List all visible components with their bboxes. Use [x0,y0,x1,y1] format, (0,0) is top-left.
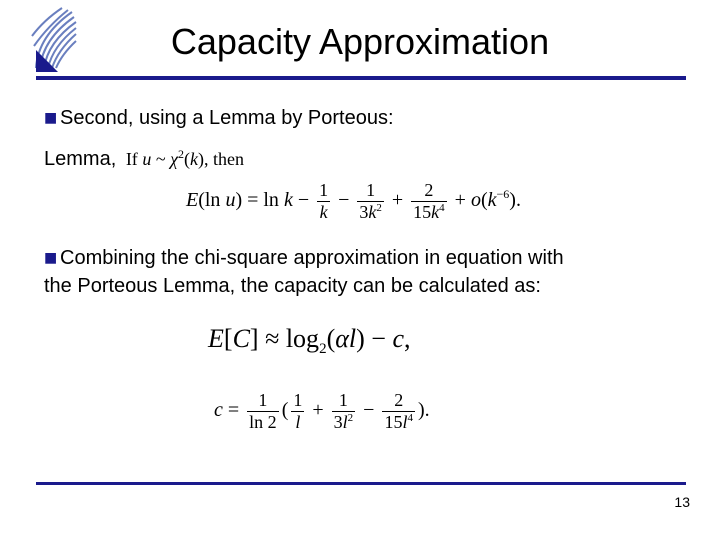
page-number: 13 [674,494,690,510]
lemma-equation: E(ln u) = ln k − $\frac{1}{k}$ − $\frac{1}{3k^2}$ + $\frac{2}{15k^4}$ + $o(k^{-6})$. [186,180,521,222]
lemma-line [44,140,244,173]
bullet-text: Second, using a Lemma by Porteous: [60,107,394,129]
lemma-label: Lemma, [44,148,117,170]
bullet-text-line2: the Porteous Lemma, the capacity can be calculated as: [44,275,541,297]
footer-divider [36,482,686,485]
title-divider [36,76,686,80]
c-equation: c = $\frac{1}{\ln 2}$ ( $\frac{1}{l}$ + $\frac{1}{3l^2}$ − $\frac{2}{15l^4}$ ). [214,390,430,432]
bullet-combining [44,244,564,272]
capacity-equation: $E[C] \approx \log_2(\alpha l) - c$, [208,324,411,358]
bullet-porteous [44,104,394,132]
bullet-text-line1: Combining the chi-square approximation in equation with [60,247,564,269]
square-bullet-icon: ■ [44,250,58,266]
square-bullet-icon: ■ [44,110,58,126]
slide-title: Capacity Approximation [170,21,550,62]
bullet-combining-cont [44,272,541,300]
lemma-condition: If u ~ $\chi^2(k)$, then [125,147,244,169]
